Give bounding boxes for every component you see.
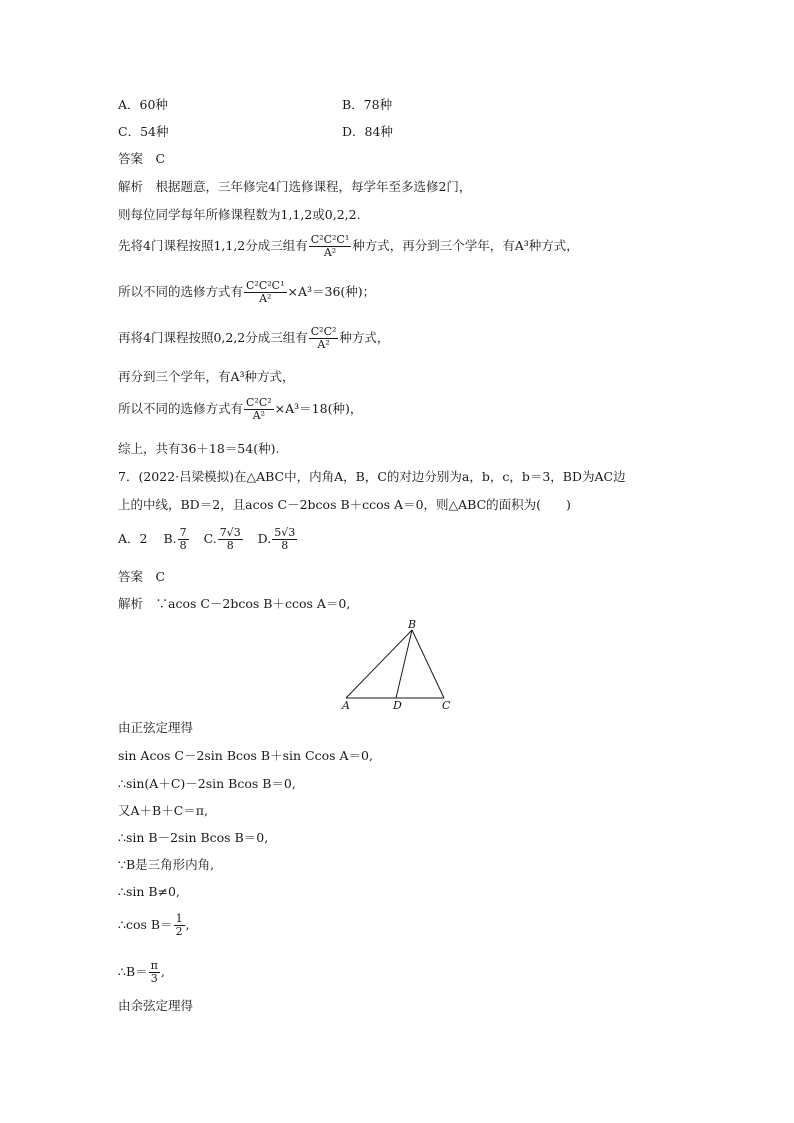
option-c: C．54种: [118, 124, 169, 139]
fraction-denominator: A²: [259, 292, 272, 305]
line-text: ,: [185, 917, 190, 932]
fraction-numerator: 7: [179, 526, 187, 539]
line-text: ∴cos B＝: [118, 917, 173, 932]
vertex-label-a: A: [342, 699, 350, 710]
option-d: D．84种: [342, 124, 393, 139]
q7-solution-line-10: [118, 960, 165, 985]
fraction-numerator: 5√3: [274, 526, 296, 539]
triangle-figure: [336, 618, 462, 710]
q7-answer: 答案 C: [118, 569, 166, 584]
side-ab: [346, 630, 412, 698]
q6-solution-line-7: [118, 397, 362, 422]
line-text: ,: [160, 964, 165, 979]
q7-solution-line-6: ∴sin B－2sin Bcos B＝0,: [118, 830, 269, 845]
fraction-denominator: 8: [179, 539, 187, 552]
q7-option-d-label: D.: [257, 531, 272, 546]
fraction-denominator: 8: [226, 539, 234, 552]
q7-stem-line-1: 7．(2022·吕梁模拟)在△ABC中，内角A，B，C的对边分别为a，b，c，b＝3，BD为AC边: [118, 469, 626, 484]
q6-solution-line-5: [118, 326, 389, 351]
q7-solution-line-1: 解析 ∵acos C－2bcos B＋ccos A＝0,: [118, 596, 351, 611]
line-text: ×A³＝36(种)；: [287, 284, 376, 299]
fraction: [244, 280, 286, 305]
q7-option-c-label: C.: [203, 531, 217, 546]
line-text: 种方式，再分到三个学年，有A³种方式，: [352, 238, 579, 253]
fraction-numerator: C²C²: [310, 325, 337, 338]
fraction-numerator: 7√3: [219, 526, 241, 539]
option-b: B．78种: [342, 97, 393, 112]
fraction-numerator: C²C²C¹: [310, 233, 350, 246]
q6-solution-line-6: 再分到三个学年，有A³种方式，: [118, 369, 295, 384]
q6-solution-line-2: 则每位同学每年所修课程数为1,1,2或0,2,2.: [118, 207, 361, 222]
q6-solution-line-1: 解析 根据题意，三年修完4门选修课程，每学年至多选修2门，: [118, 179, 472, 194]
line-text: 所以不同的选修方式有: [118, 284, 244, 299]
fraction-denominator: A²: [323, 246, 337, 259]
q7-solution-line-3: sin Acos C－2sin Bcos B＋sin Ccos A＝0,: [118, 748, 373, 763]
q7-option-a: A．2: [118, 531, 148, 546]
fraction-denominator: A²: [317, 338, 330, 351]
q7-solution-line-4: ∴sin(A＋C)－2sin Bcos B＝0,: [118, 776, 296, 791]
q7-solution-line-2: 由正弦定理得: [118, 720, 194, 735]
point-label-d: D: [393, 699, 402, 710]
fraction-numerator: π: [150, 959, 158, 972]
fraction-denominator: 3: [150, 972, 158, 985]
vertex-label-c: C: [442, 699, 451, 710]
line-text: 所以不同的选修方式有: [118, 401, 244, 416]
fraction: [309, 326, 339, 351]
median-bd: [396, 630, 412, 698]
q6-answer: 答案 C: [118, 151, 166, 166]
fraction-numerator: C²C²: [246, 396, 272, 409]
fraction-denominator: 8: [281, 539, 289, 552]
fraction: [174, 913, 185, 938]
fraction-denominator: 2: [175, 925, 183, 938]
q6-solution-line-3: [118, 234, 579, 259]
fraction: [149, 960, 160, 985]
q7-option-b-label: B.: [163, 531, 177, 546]
q7-option-b-fraction: [178, 527, 189, 552]
q7-solution-line-9: [118, 913, 190, 938]
q7-option-c-fraction: [218, 527, 243, 552]
q6-solution-line-4: [118, 280, 375, 305]
fraction-numerator: 1: [175, 912, 183, 925]
q7-option-d-fraction: [272, 527, 297, 552]
q7-solution-line-5: 又A＋B＋C＝π,: [118, 803, 208, 818]
fraction-numerator: C²C²C¹: [246, 279, 285, 292]
q7-solution-line-7: ∵B是三角形内角,: [118, 857, 215, 872]
fraction: [309, 234, 351, 259]
side-bc: [412, 630, 444, 698]
line-text: 再将4门课程按照0,2,2分成三组有: [118, 330, 308, 345]
line-text: 先将4门课程按照1,1,2分成三组有: [118, 238, 308, 253]
q6-solution-line-8: 综上，共有36＋18＝54(种).: [118, 441, 280, 456]
vertex-label-b: B: [408, 618, 417, 631]
option-a: A．60种: [118, 97, 168, 112]
q7-solution-line-8: ∴sin B≠0,: [118, 884, 180, 899]
q7-options: [118, 527, 298, 552]
line-text: ×A³＝18(种)，: [274, 401, 363, 416]
fraction-denominator: A²: [252, 409, 266, 422]
q7-stem-line-2: 上的中线，BD＝2，且acos C－2bcos B＋ccos A＝0，则△ABC的面积为( ): [118, 497, 571, 512]
line-text: 种方式，: [339, 330, 390, 345]
q7-solution-line-11: 由余弦定理得: [118, 998, 194, 1013]
line-text: ∴B＝: [118, 964, 148, 979]
fraction: [244, 397, 274, 422]
